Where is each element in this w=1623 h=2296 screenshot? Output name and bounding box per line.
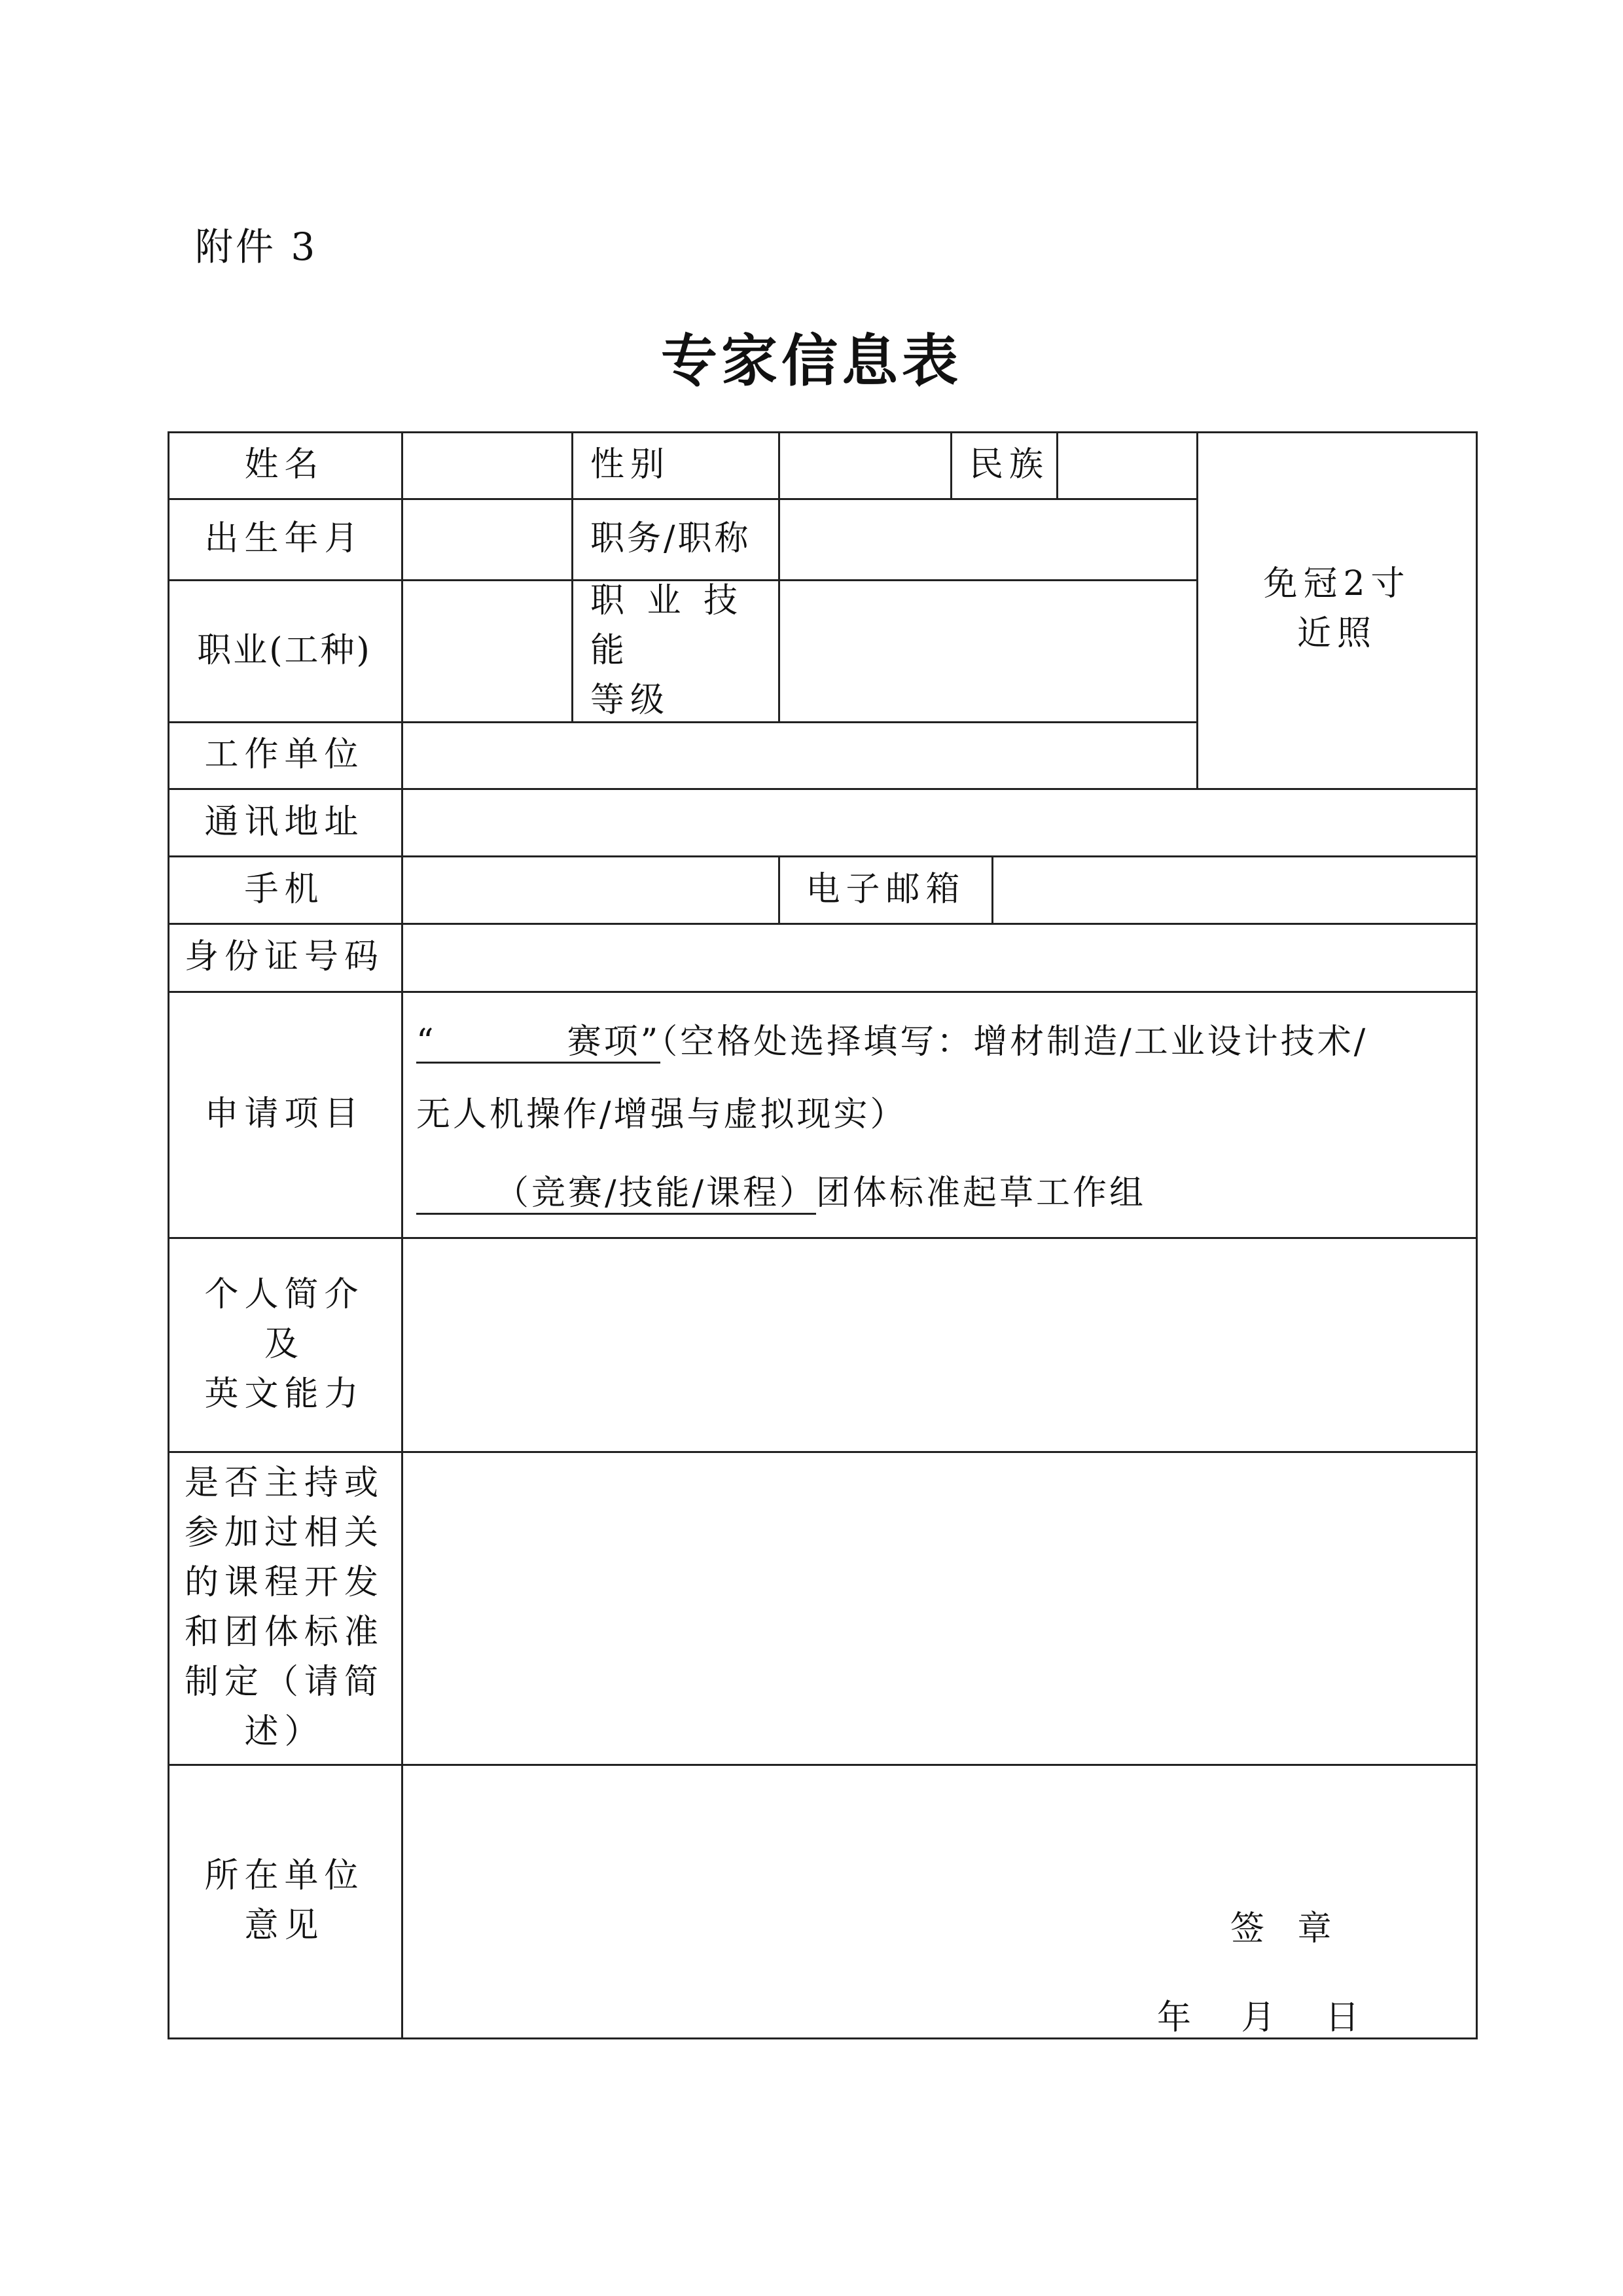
ethnicity-label: 民族: [969, 445, 1050, 484]
project-line-1: “ 赛项”（空格处选择填写：增材制造/工业设计技术/: [416, 1014, 1368, 1063]
email-field[interactable]: [993, 857, 1476, 923]
id-number-field[interactable]: [403, 925, 1476, 991]
experience-label: [168, 1451, 401, 1764]
experience-field[interactable]: [403, 1453, 1476, 1764]
experience-label-line: 制定（请简: [184, 1662, 384, 1702]
position-title-label: 职务/职称: [590, 519, 751, 558]
skill-level-label: [573, 579, 778, 721]
project-line-3: （竞赛/技能/课程）团体标准起草工作组: [416, 1165, 1146, 1214]
profile-label: [168, 1237, 401, 1451]
phone-label: 手机: [244, 869, 325, 909]
experience-label-line: 述）: [244, 1712, 325, 1751]
experience-label-line: 参加过相关: [184, 1513, 384, 1552]
expert-info-table: [168, 431, 1478, 2039]
unit-opinion-label-line1: 所在单位: [204, 1856, 365, 1895]
unit-opinion-label: [168, 1764, 401, 2037]
project-line-2: 无人机操作/增强与虚拟现实）: [416, 1095, 907, 1134]
skill-level-label-line2: 等级: [590, 680, 671, 720]
signature-seal: 签 章: [1230, 1909, 1332, 1948]
ethnicity-field[interactable]: [1058, 433, 1196, 498]
photo-caption-line1: 免冠2寸: [1263, 564, 1411, 603]
occupation-field[interactable]: [403, 581, 571, 721]
experience-label-line: 和团体标准: [184, 1613, 384, 1652]
name-field[interactable]: [403, 433, 571, 498]
phone-field[interactable]: [403, 857, 778, 923]
birth-date-label: 出生年月: [204, 519, 365, 558]
table-border-right: [1476, 431, 1478, 2039]
gender-field[interactable]: [780, 433, 950, 498]
skill-level-field[interactable]: [780, 581, 1196, 721]
experience-label-line: 是否主持或: [184, 1463, 384, 1503]
name-label: 姓名: [244, 445, 325, 484]
workplace-field[interactable]: [403, 723, 1196, 788]
profile-label-line3: 英文能力: [204, 1374, 365, 1414]
profile-field[interactable]: [403, 1239, 1476, 1451]
address-label: 通讯地址: [204, 802, 365, 842]
profile-label-line2: 及: [264, 1324, 304, 1364]
standard-type-blank[interactable]: （竞赛/技能/课程）: [416, 1174, 816, 1215]
email-label: 电子邮箱: [806, 869, 966, 909]
project-label: 申请项目: [204, 1094, 365, 1134]
address-field[interactable]: [403, 790, 1476, 855]
unit-opinion-label-line2: 意见: [244, 1906, 325, 1945]
gender-label: 性别: [590, 445, 671, 484]
profile-label-line1: 个人简介: [204, 1274, 365, 1314]
position-title-field[interactable]: [780, 500, 1196, 579]
photo-area[interactable]: [1198, 433, 1476, 788]
experience-label-line: 的课程开发: [184, 1563, 384, 1602]
competition-blank[interactable]: “ 赛项”: [416, 1022, 660, 1064]
skill-level-label-line1: 职 业 技 能: [590, 581, 744, 670]
id-number-label: 身份证号码: [184, 937, 384, 977]
photo-caption-line2: 近照: [1296, 614, 1377, 653]
occupation-label: 职业(工种): [197, 630, 372, 670]
sign-date: 年 月 日: [1157, 1998, 1360, 2037]
birth-date-field[interactable]: [403, 500, 571, 579]
attachment-number: 附件 3: [195, 224, 318, 269]
workplace-label: 工作单位: [204, 735, 365, 774]
form-title: 专家信息表: [661, 329, 962, 394]
